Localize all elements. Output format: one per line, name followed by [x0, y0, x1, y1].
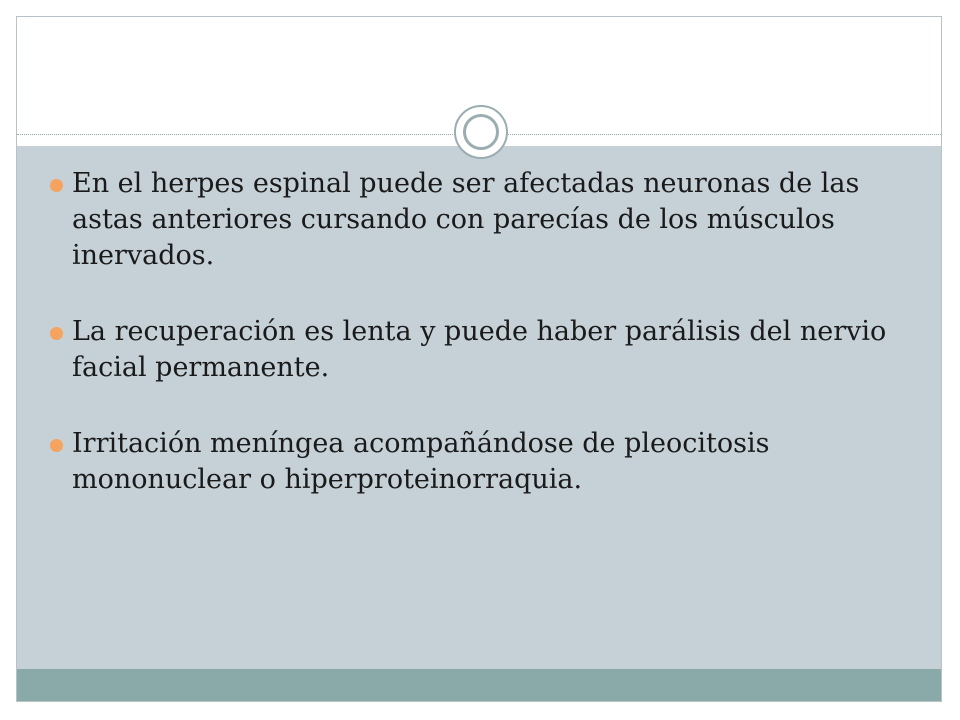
bullet-item: [50, 426, 910, 498]
orange-dot-icon: [50, 179, 63, 192]
bullet-text: Irritación meníngea acompañándose de pleocitosis mononuclear o hiperproteinorraquia.: [72, 428, 770, 495]
bullet-item: [50, 314, 910, 386]
bullet-list: [50, 166, 910, 538]
circle-ring-inner: [463, 114, 499, 150]
footer-bar: [17, 669, 941, 701]
orange-dot-icon: [50, 439, 63, 452]
circle-ring-icon: [454, 105, 508, 159]
bullet-text: En el herpes espinal puede ser afectadas neuronas de las astas anteriores cursando con parecías de los músculos inervados.: [72, 168, 860, 271]
orange-dot-icon: [50, 327, 63, 340]
bullet-text: La recuperación es lenta y puede haber parálisis del nervio facial permanente.: [72, 316, 887, 383]
bullet-item: [50, 166, 910, 274]
